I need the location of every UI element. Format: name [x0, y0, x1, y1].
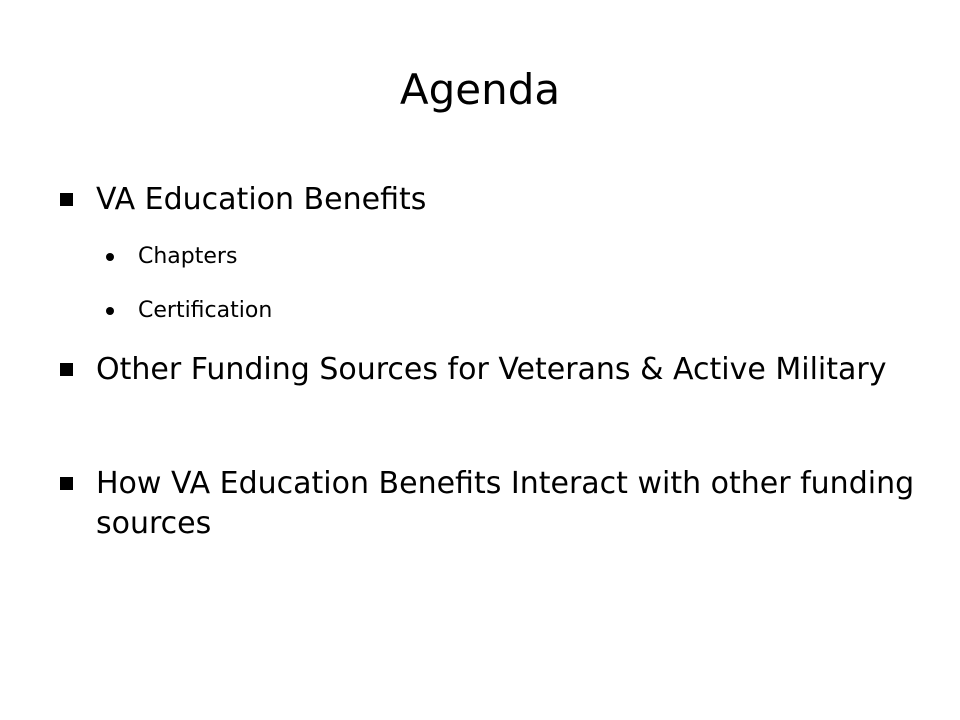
agenda-item-label: Other Funding Sources for Veterans & Active Military: [96, 352, 887, 387]
agenda-subitem-label: Certification: [138, 298, 273, 323]
round-bullet-icon: [106, 307, 114, 315]
round-bullet-icon: [106, 253, 114, 261]
agenda-item-va-education-benefits: [60, 180, 920, 220]
square-bullet-icon: [60, 477, 73, 490]
agenda-item-benefits-interaction: [60, 464, 920, 544]
agenda-item-other-funding-sources: [60, 350, 920, 390]
agenda-item-label: VA Education Benefits: [96, 182, 427, 217]
square-bullet-icon: [60, 363, 73, 376]
agenda-subitem-label: Chapters: [138, 244, 238, 269]
square-bullet-icon: [60, 193, 73, 206]
agenda-subitem-certification: [106, 296, 706, 326]
agenda-item-label: How VA Education Benefits Interact with other funding sources: [96, 466, 915, 541]
slide-title: Agenda: [399, 65, 561, 114]
agenda-subitem-chapters: [106, 242, 706, 272]
